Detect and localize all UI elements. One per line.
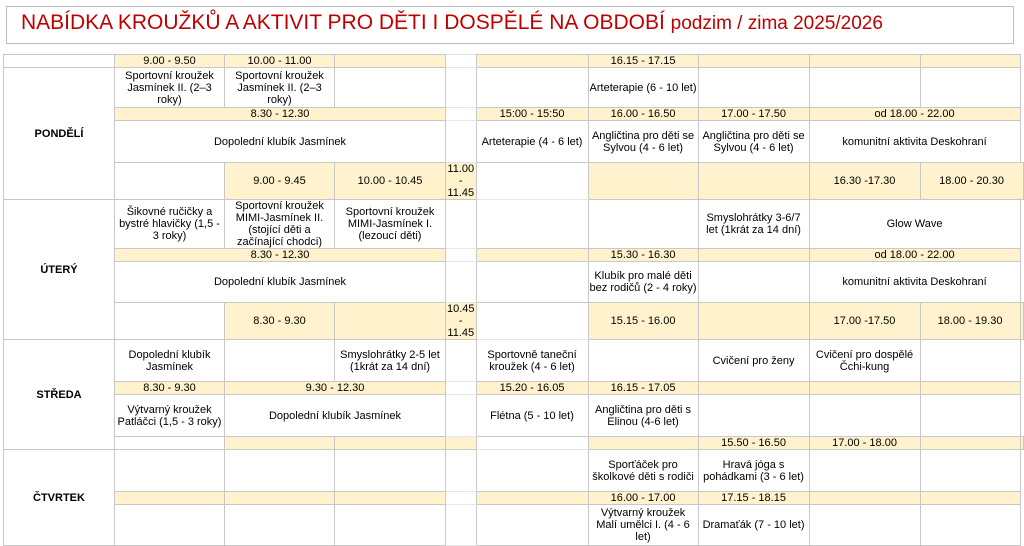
activity: Sportovní kroužek MIMI-Jasmínek II. (stojící děti a začínající chodci) xyxy=(225,200,335,249)
gap xyxy=(446,121,477,163)
tuesday-time-row-2 xyxy=(4,249,1024,262)
cell xyxy=(115,163,225,200)
cell xyxy=(588,437,698,450)
wednesday-activity-row-1 xyxy=(4,340,1024,382)
activity: Šikovné ručičky a bystré hlavičky (1,5 - 3 roky) xyxy=(115,200,225,249)
gap xyxy=(446,505,477,546)
cell xyxy=(588,340,698,382)
activity: Smyslohrátky 2-5 let (1krát za 14 dní) xyxy=(335,340,446,382)
cell xyxy=(225,450,335,492)
activity: komunitní aktivita Deskohraní xyxy=(809,262,1020,303)
day-thursday: ČTVRTEK xyxy=(4,450,115,546)
cell xyxy=(809,55,920,68)
time-slot: 16.15 - 17.05 xyxy=(588,382,698,395)
cell xyxy=(115,505,225,546)
activity: Angličtina pro děti se Sylvou (4 - 6 let) xyxy=(698,121,809,163)
cell xyxy=(698,68,809,108)
cell xyxy=(335,55,446,68)
monday-time-row-1 xyxy=(4,55,1024,68)
time-slot: od 18.00 - 22.00 xyxy=(809,108,1020,121)
gap xyxy=(446,108,477,121)
cell xyxy=(920,382,1020,395)
thursday-time-row-2 xyxy=(4,492,1024,505)
time-slot: 8.30 - 9.30 xyxy=(115,382,225,395)
gap xyxy=(446,340,477,382)
cell xyxy=(335,437,446,450)
monday-activity-row-1 xyxy=(4,68,1024,108)
cell xyxy=(1020,437,1023,450)
cell xyxy=(698,163,809,200)
activity: komunitní aktivita Deskohraní xyxy=(809,121,1020,163)
activity: Dramaťák (7 - 10 let) xyxy=(698,505,809,546)
schedule-table xyxy=(3,54,1024,546)
monday-time-row-2 xyxy=(4,108,1024,121)
cell xyxy=(809,450,920,492)
gap xyxy=(446,492,477,505)
activity: Sportovní kroužek MIMI-Jasmínek I. (lezoucí děti) xyxy=(335,200,446,249)
activity: Dopolední klubík Jasmínek xyxy=(115,262,446,303)
title-season: podzim / zima 2025/2026 xyxy=(670,13,883,34)
gap xyxy=(446,382,477,395)
activity: Sportovní kroužek Jasmínek II. (2–3 roky) xyxy=(225,68,335,108)
gap xyxy=(476,437,588,450)
time-slot: 9.00 - 9.50 xyxy=(115,55,225,68)
activity: Výtvarný kroužek Malí umělci I. (4 - 6 let) xyxy=(588,505,698,546)
cell xyxy=(1020,303,1023,340)
cell xyxy=(476,262,588,303)
cell xyxy=(809,505,920,546)
cell xyxy=(225,505,335,546)
cell xyxy=(115,450,225,492)
time-slot: 17.00 -17.50 xyxy=(809,303,920,340)
cell xyxy=(335,68,446,108)
gap xyxy=(476,163,588,200)
cell xyxy=(920,505,1020,546)
wednesday-time-row-2 xyxy=(4,382,1024,395)
cell xyxy=(115,437,225,450)
gap xyxy=(446,249,477,262)
time-slot: 8.30 - 9.30 xyxy=(225,303,335,340)
cell xyxy=(698,382,809,395)
title-main: NABÍDKA KROUŽKŮ A AKTIVIT PRO DĚTI I DOSPĚLÉ NA OBDOBÍ xyxy=(21,11,665,34)
activity: Sportovně taneční kroužek (4 - 6 let) xyxy=(476,340,588,382)
day-monday: PONDĚLÍ xyxy=(4,68,115,200)
time-slot: 17.15 - 18.15 xyxy=(698,492,809,505)
cell xyxy=(225,492,335,505)
time-slot: 16.30 -17.30 xyxy=(809,163,920,200)
gap xyxy=(446,200,477,249)
activity: Dopolední klubík Jasmínek xyxy=(115,340,225,382)
tuesday-activity-row-1 xyxy=(4,200,1024,249)
thursday-activity-row-1 xyxy=(4,450,1024,492)
cell xyxy=(476,249,588,262)
cell xyxy=(225,437,335,450)
activity: Dopolední klubík Jasmínek xyxy=(115,121,446,163)
monday-activity-row-2 xyxy=(4,121,1024,163)
activity: Flétna (5 - 10 let) xyxy=(476,395,588,437)
thursday-time-row-1 xyxy=(4,437,1024,450)
time-slot: 17.00 - 17.50 xyxy=(698,108,809,121)
cell xyxy=(476,450,588,492)
activity: Sporťáček pro školkové děti s rodiči xyxy=(588,450,698,492)
cell xyxy=(335,505,446,546)
cell xyxy=(335,303,446,340)
cell xyxy=(446,437,477,450)
cell xyxy=(4,55,115,68)
cell xyxy=(476,68,588,108)
cell xyxy=(920,437,1020,450)
cell xyxy=(698,303,809,340)
gap xyxy=(446,450,477,492)
thursday-activity-row-2 xyxy=(4,505,1024,546)
cell xyxy=(698,262,809,303)
time-slot: 11.00 - 11.45 xyxy=(447,163,475,199)
cell xyxy=(225,340,335,382)
cell xyxy=(809,492,920,505)
time-slot: 10.45 - 11.45 xyxy=(447,303,475,339)
activity: Hravá jóga s pohádkami (3 - 6 let) xyxy=(698,450,809,492)
cell xyxy=(588,163,698,200)
cell xyxy=(920,492,1020,505)
cell xyxy=(698,249,809,262)
activity: Cvičení pro dospělé Čchi-kung xyxy=(809,340,920,382)
cell xyxy=(809,68,920,108)
cell xyxy=(115,303,225,340)
time-slot: 15:00 - 15:50 xyxy=(476,108,588,121)
cell xyxy=(920,340,1020,382)
time-slot: 9.30 - 12.30 xyxy=(225,382,446,395)
cell xyxy=(698,395,809,437)
cell xyxy=(809,382,920,395)
cell xyxy=(920,395,1020,437)
activity: Arteterapie (6 - 10 let) xyxy=(588,68,698,108)
cell xyxy=(476,492,588,505)
time-slot: 15.20 - 16.05 xyxy=(476,382,588,395)
activity: Glow Wave xyxy=(809,200,1020,249)
time-slot: od 18.00 - 22.00 xyxy=(809,249,1020,262)
title-box xyxy=(6,6,1014,44)
time-slot: 16.15 - 17.15 xyxy=(588,55,698,68)
activity: Smyslohrátky 3-6/7 let (1krát za 14 dní) xyxy=(698,200,809,249)
activity: Klubík pro malé děti bez rodičů (2 - 4 roky) xyxy=(588,262,698,303)
activity: Angličtina pro děti se Sylvou (4 - 6 let) xyxy=(588,121,698,163)
cell xyxy=(588,200,698,249)
time-slot: 18.00 - 19.30 xyxy=(920,303,1020,340)
cell xyxy=(476,200,588,249)
gap xyxy=(446,262,477,303)
gap xyxy=(446,395,477,437)
gap xyxy=(446,68,477,108)
cell xyxy=(476,505,588,546)
activity: Arteterapie (4 - 6 let) xyxy=(476,121,588,163)
time-slot: 10.00 - 10.45 xyxy=(335,163,446,200)
tuesday-time-row-1 xyxy=(4,163,1024,200)
cell xyxy=(335,492,446,505)
page-title xyxy=(21,11,883,35)
cell xyxy=(115,492,225,505)
cell xyxy=(476,55,588,68)
day-tuesday: ÚTERÝ xyxy=(4,200,115,340)
activity: Sportovní kroužek Jasmínek II. (2–3 roky) xyxy=(115,68,225,108)
activity: Cvičení pro ženy xyxy=(698,340,809,382)
wednesday-activity-row-2 xyxy=(4,395,1024,437)
time-slot: 15.15 - 16.00 xyxy=(588,303,698,340)
time-slot: 15.30 - 16.30 xyxy=(588,249,698,262)
cell xyxy=(920,68,1020,108)
activity: Výtvarný kroužek Patláčci (1,5 - 3 roky) xyxy=(115,395,225,437)
wednesday-time-row-1 xyxy=(4,303,1024,340)
time-slot: 15.50 - 16.50 xyxy=(698,437,809,450)
time-slot: 8.30 - 12.30 xyxy=(115,249,446,262)
cell xyxy=(809,395,920,437)
activity: Dopolední klubík Jasmínek xyxy=(225,395,446,437)
gap xyxy=(446,55,477,68)
tuesday-activity-row-2 xyxy=(4,262,1024,303)
time-slot: 17.00 - 18.00 xyxy=(809,437,920,450)
time-slot: 18.00 - 20.30 xyxy=(920,163,1023,200)
time-slot: 8.30 - 12.30 xyxy=(115,108,446,121)
time-slot: 16.00 - 17.00 xyxy=(588,492,698,505)
cell xyxy=(920,450,1020,492)
time-slot: 10.00 - 11.00 xyxy=(225,55,335,68)
cell xyxy=(920,55,1020,68)
cell xyxy=(335,450,446,492)
gap xyxy=(476,303,588,340)
time-slot: 9.00 - 9.45 xyxy=(225,163,335,200)
time-slot: 16.00 - 16.50 xyxy=(588,108,698,121)
activity: Angličtina pro děti s Elinou (4-6 let) xyxy=(588,395,698,437)
cell xyxy=(698,55,809,68)
day-wednesday: STŘEDA xyxy=(4,340,115,450)
